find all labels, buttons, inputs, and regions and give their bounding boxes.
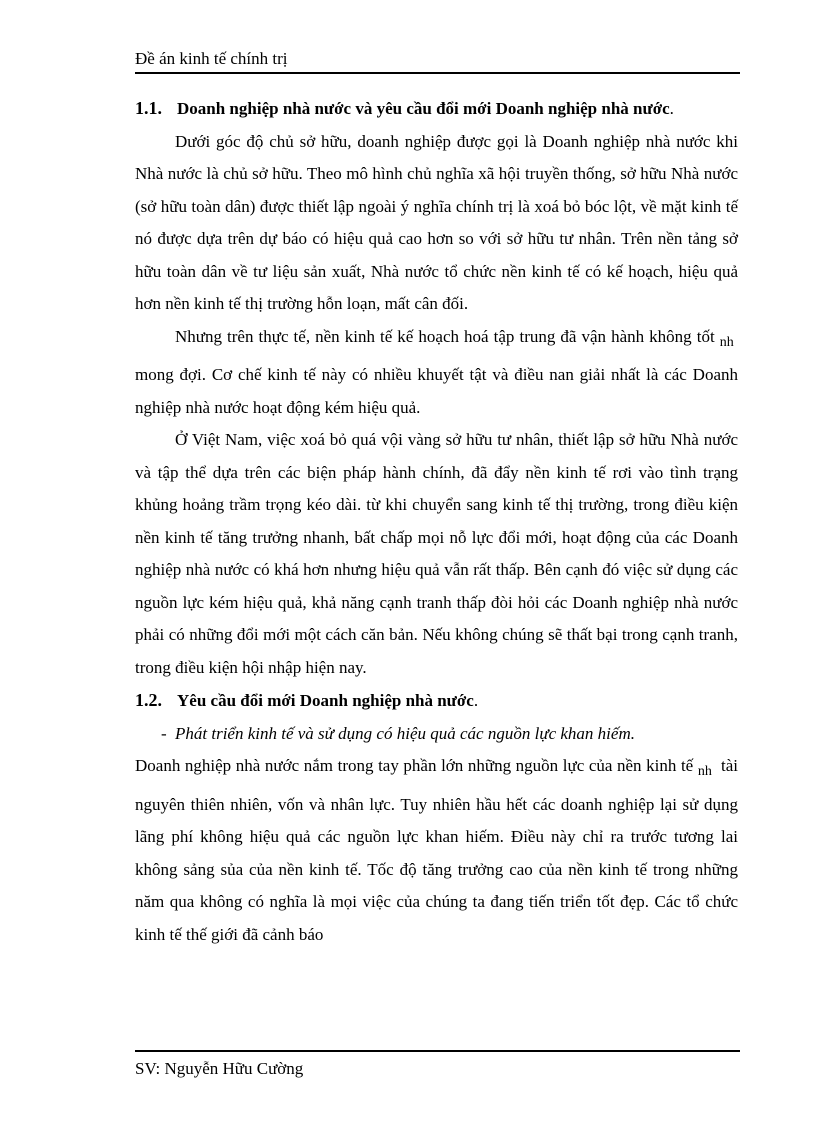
paragraph: Doanh nghiệp nhà nước nắm trong tay phần lớn những nguồn lực của nền kinh tế $_{nh}$ tài nguyên thiên nhiên, vốn và nhân lực. Tuy nhiên hầu hết các doanh nghiệp lại sử dụng lãng phí không hiệu quả các nguồn lực khan hiếm. Điều này chỉ ra trước tương lai không sảng sủa của nền kinh tế. Tốc độ tăng trưởng cao của nền kinh tế trong những năm qua không có nghĩa là mọi việc của chúng ta đang tiến triển tốt đẹp. Các tổ chức kinh tế thế giới đã cảnh báo — [135, 756, 739, 944]
page-footer — [135, 1050, 740, 1080]
section-heading-1-2 — [135, 684, 738, 718]
section-number: 1.1. — [135, 98, 162, 118]
paragraph: Ở Việt Nam, việc xoá bỏ quá vội vàng sở hữu tư nhân, thiết lập sở hữu Nhà nước và tập thể dựa trên các biện pháp hành chính, đã đẩy nền kinh tế rơi vào tình trạng khủng hoảng trầm trọng kéo dài. từ khi chuyển sang kinh tế thị trường, trong điều kiện nền kinh tế tăng trưởng nhanh, bất chấp mọi nỗ lực đổi mới, hoạt động của các Doanh nghiệp nhà nước có khá hơn nhưng hiệu quả vẫn rất thấp. Bên cạnh đó việc sử dụng các nguồn lực kém hiệu quả, khả năng cạnh tranh thấp đòi hỏi các Doanh nghiệp nhà nước phải có những đổi mới một cách căn bản. Nếu không chúng sẽ thất bại trong cạnh tranh, trong điều kiện hội nhập hiện nay. — [135, 430, 738, 677]
document-body — [135, 92, 738, 951]
section-heading-1-1 — [135, 92, 738, 126]
paragraph: Nhưng trên thực tế, nền kinh tế kế hoạch hoá tập trung đã vận hành không tốt $_{nh}$ mong đợi. Cơ chế kinh tế này có nhiều khuyết tật và điều nan giải nhất là các Doanh nghiệp nhà nước hoạt động kém hiệu quả. — [135, 326, 738, 417]
section-number: 1.2. — [135, 690, 162, 710]
dash-mark: - — [161, 723, 167, 743]
paragraph: Dưới góc độ chủ sở hữu, doanh nghiệp được gọi là Doanh nghiệp nhà nước khi Nhà nước là chủ sở hữu. Theo mô hình chủ nghĩa xã hội truyền thống, sở hữu Nhà nước (sở hữu toàn dân) được thiết lập ngoài ý nghĩa chính trị là xoá bỏ bóc lột, về mặt kinh tế nó được dựa trên dự báo có hiệu quả cao hơn so với sở hữu tư nhân. Trên nền tảng sở hữu toàn dân về tư liệu sản xuất, Nhà nước tổ chức nền kinh tế có kế hoạch, hiệu quả hơn nền kinh tế thị trường hỗn loạn, mất cân đối. — [135, 131, 738, 313]
footer-author: SV: Nguyễn Hữu Cường — [135, 1059, 304, 1078]
dash-italic-text: Phát triển kinh tế và sử dụng có hiệu quả các nguồn lực khan hiếm. — [175, 723, 635, 743]
section-title: Yêu cầu đổi mới Doanh nghiệp nhà nước. — [177, 691, 479, 710]
page-header — [135, 48, 740, 74]
section-title: Doanh nghiệp nhà nước và yêu cầu đổi mới Doanh nghiệp nhà nước. — [177, 99, 674, 118]
dash-item — [135, 718, 738, 751]
header-title: Đề án kinh tế chính trị — [135, 49, 288, 68]
